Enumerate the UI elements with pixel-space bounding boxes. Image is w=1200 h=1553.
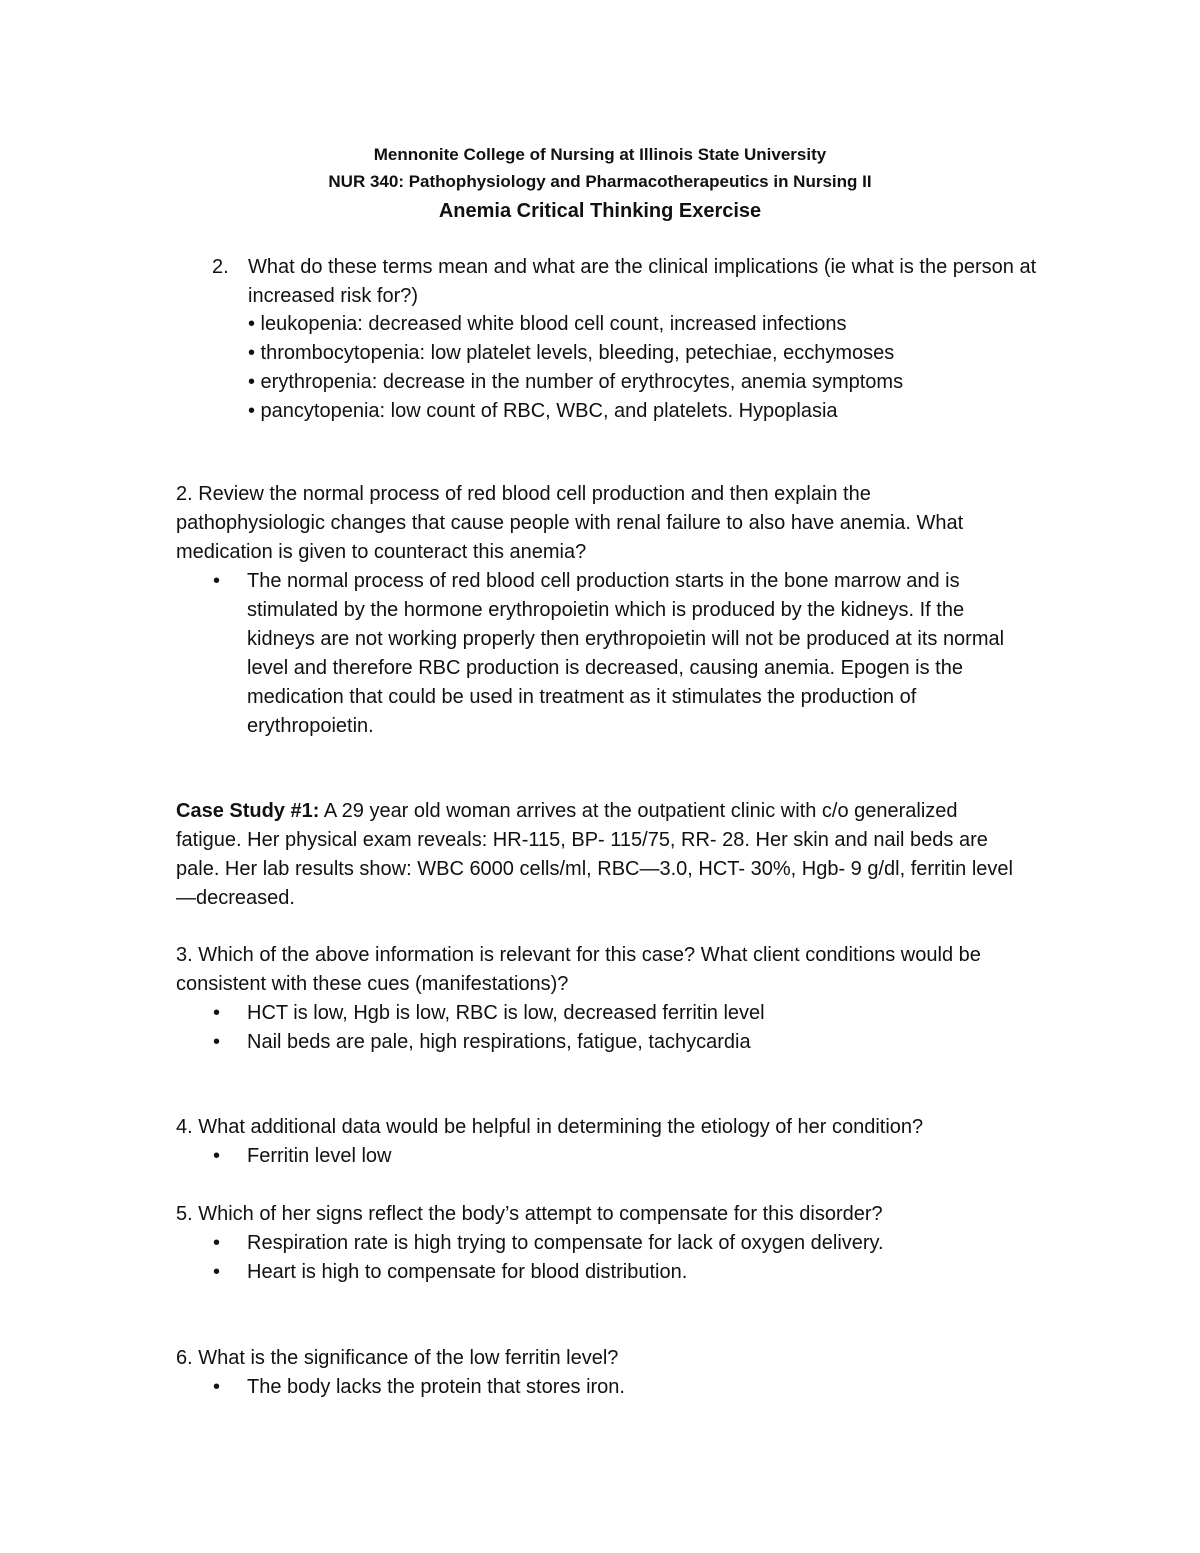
term-erythropenia: • erythropenia: decrease in the number of erythrocytes, anemia symptoms bbox=[248, 371, 904, 393]
term-thrombocytopenia: • thrombocytopenia: low platelet levels, bleeding, petechiae, ecchymoses bbox=[248, 342, 895, 364]
answer-list bbox=[176, 999, 1036, 1057]
case-study-body: A 29 year old woman arrives at the outpatient clinic with c/o generalized fatigue. Her physical exam reveals: HR-115, BP- 115/75, RR- 28. Her skin and nail beds are pale. Her lab results show: WBC 6000 cells/ml, RBC—3.0, HCT- 30%, Hgb- 9 g/dl, ferritin level—decreased. bbox=[176, 800, 1013, 909]
answer-item bbox=[176, 1142, 1036, 1171]
answer-item bbox=[176, 999, 1036, 1028]
answer-list bbox=[176, 567, 1046, 741]
answer-text: The normal process of red blood cell production starts in the bone marrow and is stimulated by the hormone erythropoietin which is produced by the kidneys. If the kidneys are not working properly then erythropoietin will not be produced at its normal level and therefore RBC production is decreased, causing anemia. Epogen is the medication that could be used in treatment as it stimulates the production of erythropoietin. bbox=[247, 570, 1005, 737]
answer-item bbox=[176, 1373, 1036, 1402]
question-prompt: 5. Which of her signs reflect the body’s attempt to compensate for this disorder? bbox=[176, 1203, 883, 1225]
institution-title: Mennonite College of Nursing at Illinois State University bbox=[373, 145, 827, 164]
answer-list bbox=[176, 1373, 1036, 1402]
answer-list bbox=[176, 1229, 1036, 1287]
bullet-icon: • bbox=[213, 1261, 221, 1283]
term-list bbox=[248, 310, 1048, 426]
bullet-icon: • bbox=[213, 1002, 221, 1024]
question-relevant-info bbox=[176, 941, 1036, 1057]
answer-text: HCT is low, Hgb is low, RBC is low, decreased ferritin level bbox=[247, 1002, 765, 1024]
answer-text: Heart is high to compensate for blood distribution. bbox=[247, 1261, 688, 1283]
question-compensation bbox=[176, 1200, 1036, 1287]
question-prompt: 2. Review the normal process of red blood cell production and then explain the pathophysiologic changes that cause people with renal failure to also have anemia. What medication is given to counteract this anemia? bbox=[176, 483, 964, 563]
question-rbc-production bbox=[176, 480, 1046, 741]
bullet-icon: • bbox=[213, 1232, 221, 1254]
question-prompt: What do these terms mean and what are the clinical implications (ie what is the person at increased risk for?) bbox=[248, 256, 1037, 307]
bullet-icon: • bbox=[213, 1376, 221, 1398]
bullet-icon: • bbox=[213, 1145, 221, 1167]
answer-text: The body lacks the protein that stores iron. bbox=[247, 1376, 625, 1398]
answer-item bbox=[176, 1229, 1036, 1258]
case-study-text bbox=[176, 797, 1026, 913]
bullet-icon: • bbox=[213, 1031, 221, 1053]
question-prompt: 4. What additional data would be helpful in determining the etiology of her condition? bbox=[176, 1116, 924, 1138]
answer-text: Nail beds are pale, high respirations, fatigue, tachycardia bbox=[247, 1031, 751, 1053]
exercise-title: Anemia Critical Thinking Exercise bbox=[438, 200, 762, 222]
bullet-icon: • bbox=[213, 570, 221, 592]
question-prompt: 6. What is the significance of the low ferritin level? bbox=[176, 1347, 619, 1369]
answer-item bbox=[176, 567, 1037, 741]
answer-text: Ferritin level low bbox=[247, 1145, 392, 1167]
question-ferritin bbox=[176, 1344, 1036, 1402]
term-leukopenia: • leukopenia: decreased white blood cell count, increased infections bbox=[248, 313, 847, 335]
term-pancytopenia: • pancytopenia: low count of RBC, WBC, and platelets. Hypoplasia bbox=[248, 400, 838, 422]
answer-text: Respiration rate is high trying to compensate for lack of oxygen delivery. bbox=[247, 1232, 884, 1254]
question-number: 2. bbox=[212, 256, 229, 278]
answer-item bbox=[176, 1258, 1036, 1287]
answer-list bbox=[176, 1142, 1036, 1171]
case-study-label: Case Study #1: bbox=[176, 800, 320, 822]
course-title: NUR 340: Pathophysiology and Pharmacotherapeutics in Nursing II bbox=[328, 172, 872, 191]
answer-item bbox=[176, 1028, 1036, 1057]
case-study bbox=[176, 797, 1036, 913]
question-prompt: 3. Which of the above information is relevant for this case? What client conditions would be consistent with these cues (manifestations)? bbox=[176, 944, 981, 995]
question-additional-data bbox=[176, 1113, 1036, 1171]
